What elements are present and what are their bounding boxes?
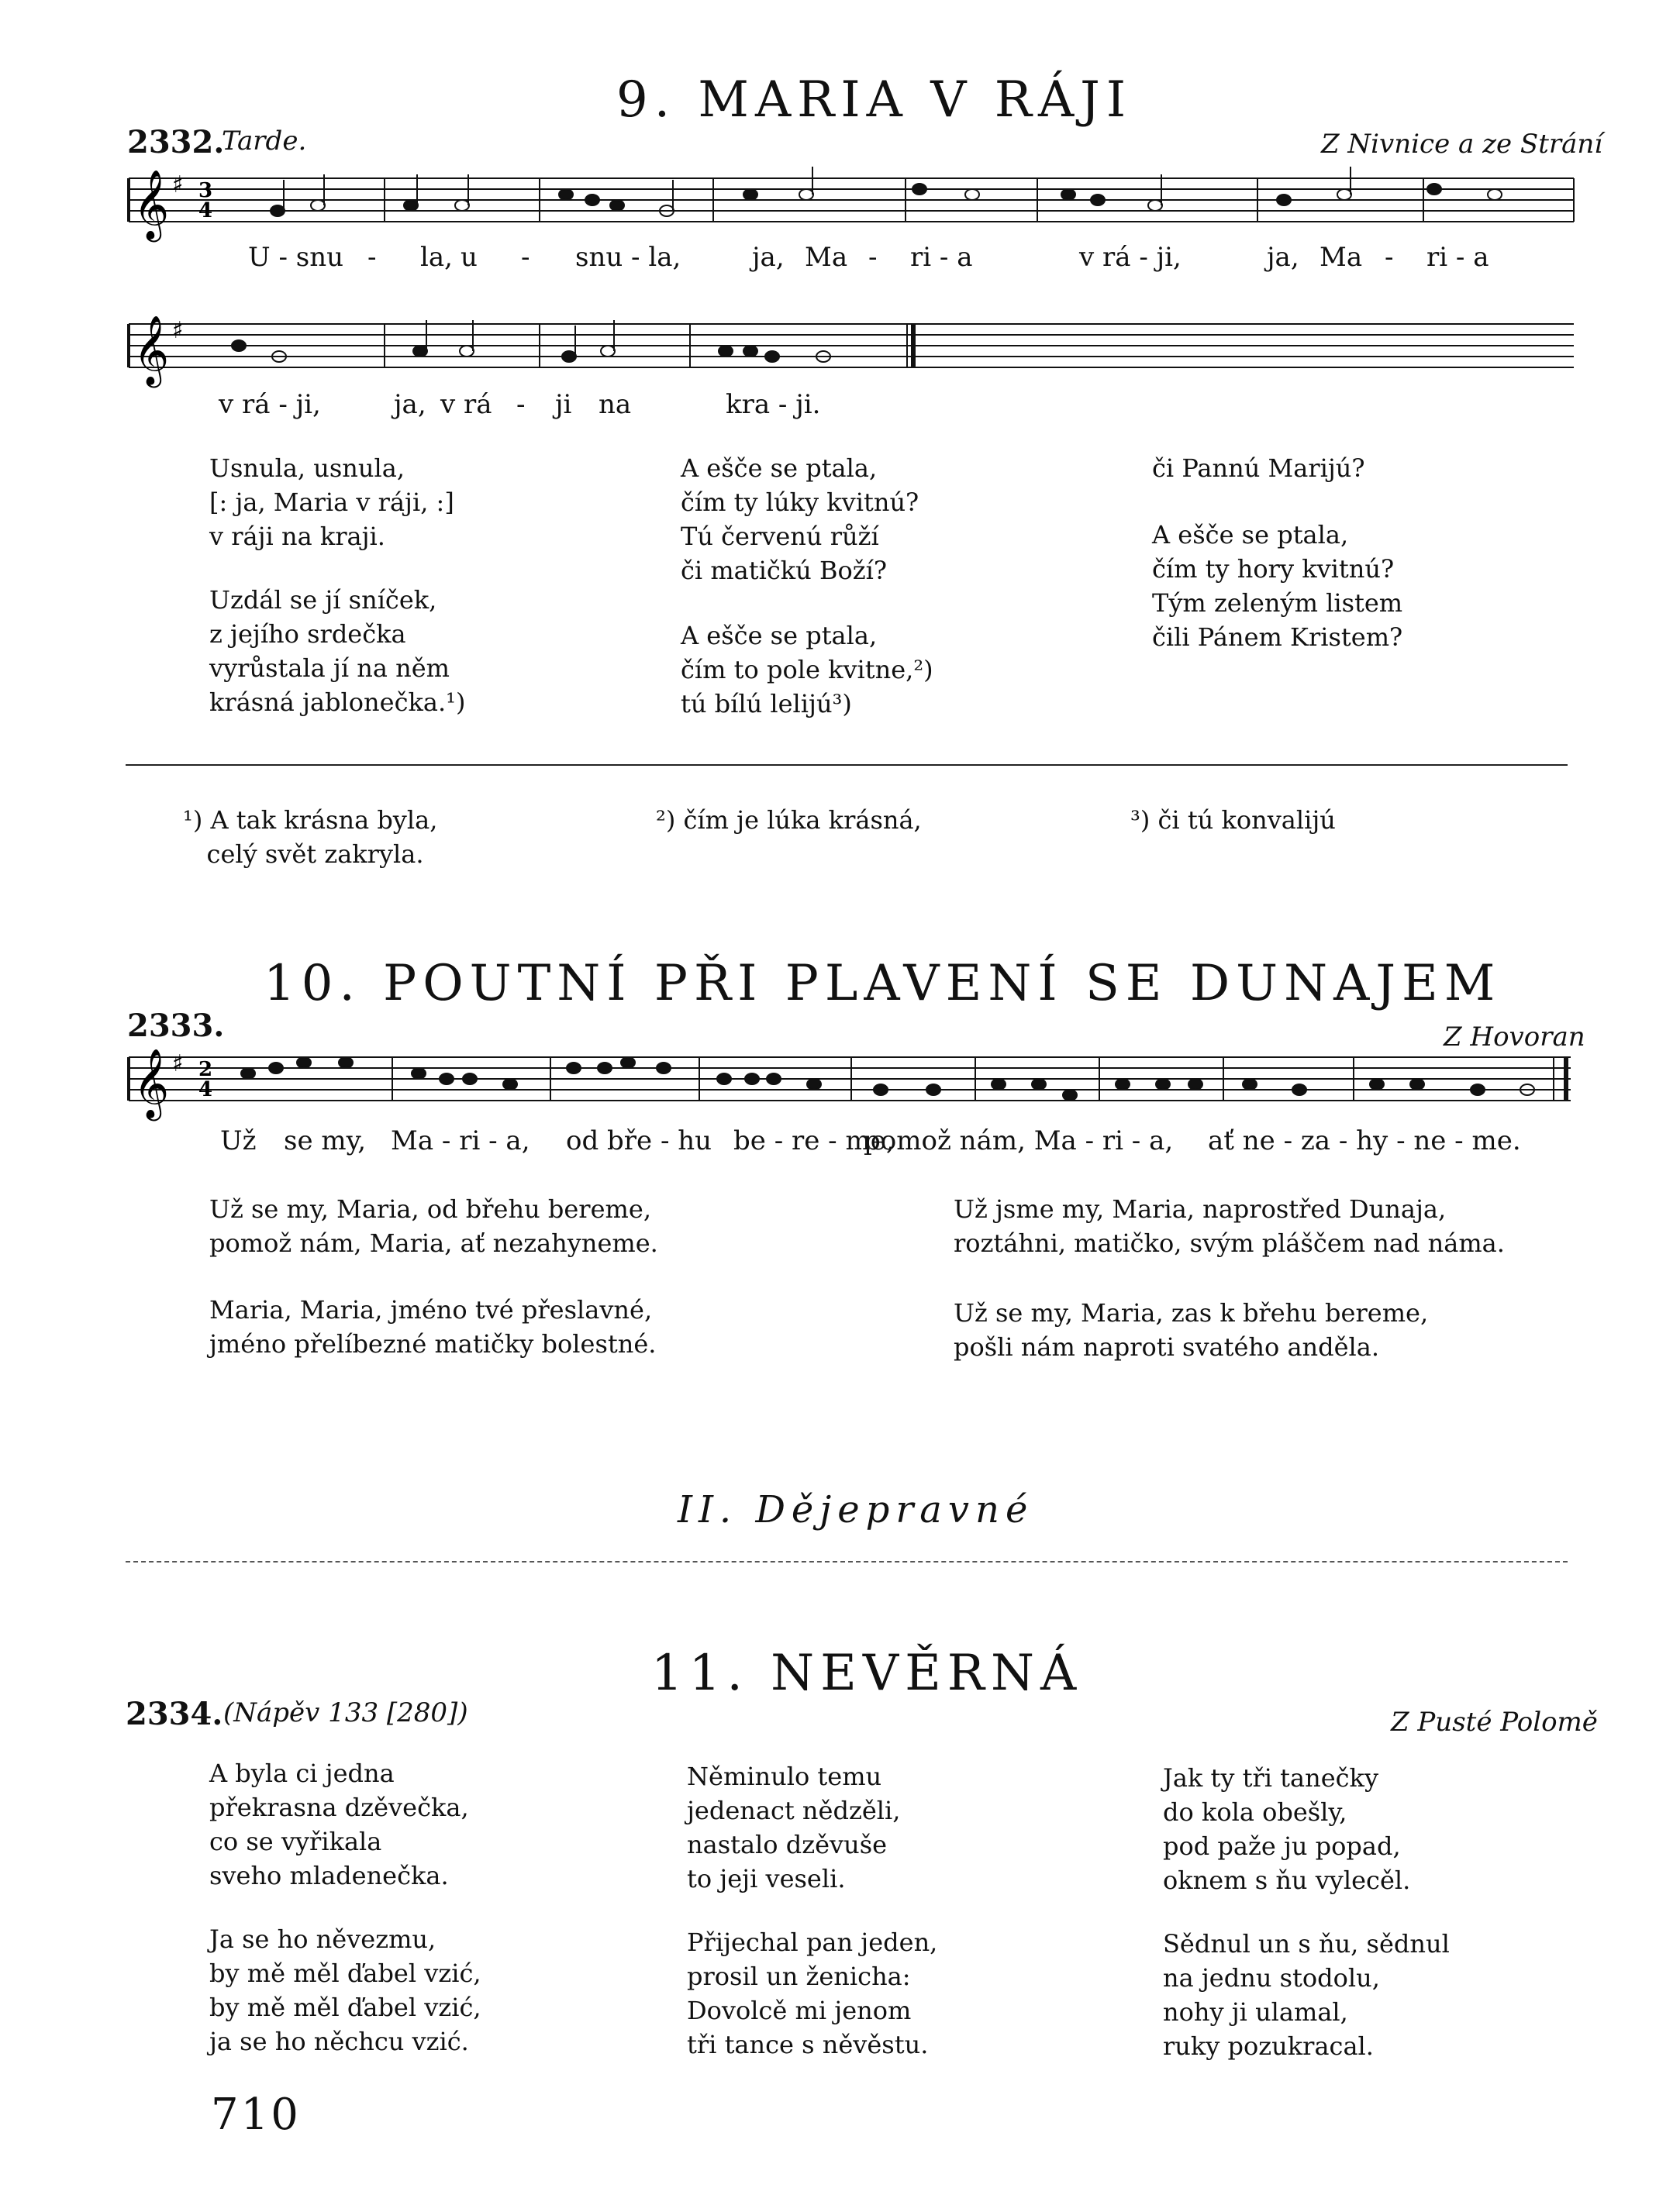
song-9-tempo: Tarde. — [222, 126, 307, 157]
song-11-title: 11. NEVĚRNÁ — [651, 1645, 1083, 1702]
song-9-lyric-11: v rá - ji, — [1079, 242, 1182, 273]
song-10-verse-3: Už jsme my, Maria, naprostřed Dunaja, roztáhni, matičko, svým pláščem nad náma. — [954, 1194, 1505, 1258]
song-9-lyric-2: - — [367, 242, 377, 273]
song-9-verse-2: Uzdál se jí sníček, z jejího srdečka vyrůstala jí na něm krásná jablonečka.¹) — [209, 585, 466, 717]
song-11-tempo: (Nápěv 133 [280]) — [223, 1697, 468, 1728]
song-9-verse-1: Usnula, usnula, [: ja, Maria v ráji, :] v ráji na kraji. — [209, 453, 454, 551]
song-9-lyric-2-2: ja, — [394, 389, 426, 420]
song-10-title: 10. POUTNÍ PŘI PLAVENÍ SE DUNAJEM — [264, 955, 1502, 1012]
song-11-verse-6: Sědnul un s ňu, sědnul na jednu stodolu, nohy ji ulamal, ruky pozukracal. — [1163, 1929, 1450, 2061]
song-9-lyric-2-5: ji — [555, 389, 572, 420]
song-9-lyric-6: snu - la, — [575, 242, 681, 273]
song-9-lyric-7: ja, — [752, 242, 785, 273]
song-10-verse-4: Už se my, Maria, zas k břehu bereme, pošli nám naproti svatého anděla. — [954, 1298, 1429, 1362]
treble-clef-icon: 𝄞 — [133, 1049, 170, 1118]
song-9-staff-1 — [124, 163, 1582, 240]
svg-text:♯: ♯ — [172, 1050, 184, 1077]
song-9-number: 2332. — [127, 124, 225, 160]
song-9-lyric-2-1: v rá - ji, — [219, 389, 321, 420]
song-10-verse-1: Už se my, Maria, od břehu bereme, pomož nám, Maria, ať nezahyneme. — [209, 1194, 658, 1258]
song-9-lyric-2-7: kra - ji. — [726, 389, 821, 420]
song-9-lyric-1: U - snu — [248, 242, 344, 273]
song-10-verse-2: Maria, Maria, jméno tvé přeslavné, jméno přelíbezné matičky bolestné. — [209, 1295, 657, 1359]
song-10-origin: Z Hovoran — [1444, 1022, 1585, 1053]
song-9-footnote-3: ³) či tú konvalijú — [1130, 805, 1336, 835]
section-heading: II. Dějepravné — [678, 1488, 1034, 1532]
song-9-origin: Z Nivnice a ze Strání — [1321, 129, 1603, 160]
section-divider — [126, 1561, 1568, 1563]
song-11-verse-3: Něminulo temu jedenact nědzěli, nastalo dzěvuše to jeji veseli. — [687, 1762, 901, 1893]
svg-text:♯: ♯ — [172, 171, 184, 198]
song-9-lyric-4: u — [461, 242, 478, 273]
song-9-lyric-13: Ma — [1320, 242, 1363, 273]
song-10-lyric-4: od bře - hu — [566, 1125, 712, 1156]
song-9-lyric-2-4: - — [516, 389, 526, 420]
song-9-title: 9. MARIA V RÁJI — [616, 71, 1133, 129]
song-9-footnote-1: ¹) A tak krásna byla, celý svět zakryla. — [183, 805, 438, 869]
song-10-lyric-1: Už — [220, 1125, 257, 1156]
song-9-lyric-15: ri - a — [1426, 242, 1489, 273]
song-9-lyric-5: - — [521, 242, 530, 273]
song-9-verse-3: A ešče se ptala, čím ty lúky kvitnú? Tú červenú růží či matičkú Boží? — [681, 453, 919, 585]
song-9-lyric-8: Ma — [805, 242, 848, 273]
song-10-number: 2333. — [127, 1008, 225, 1044]
song-10-lyric-3: Ma - ri - a, — [391, 1125, 530, 1156]
song-9-lyric-9: - — [868, 242, 878, 273]
song-11-number: 2334. — [126, 1696, 223, 1732]
treble-clef-icon: 𝄞 — [133, 170, 170, 239]
song-9-verse-4: A ešče se ptala, čím to pole kvitne,²) tú bílú leliјú³) — [681, 621, 933, 718]
song-9-lyric-2-3: v rá — [440, 389, 492, 420]
svg-text:2: 2 — [198, 1058, 213, 1081]
song-9-verse-5: či Pannú Marijú? — [1152, 453, 1365, 483]
song-10-staff — [124, 1042, 1582, 1119]
song-10-lyric-5: be - re - me, — [733, 1125, 895, 1156]
song-9-lyric-10: ri - a — [910, 242, 973, 273]
song-9-staff-2 — [124, 308, 1582, 386]
song-10-lyric-6: pomož nám, Ma - ri - a, — [864, 1125, 1174, 1156]
song-11-origin: Z Pusté Polomě — [1391, 1707, 1598, 1738]
song-10-lyric-7: ať ne - za - hy - ne - me. — [1208, 1125, 1521, 1156]
svg-text:4: 4 — [198, 199, 213, 222]
page-number: 710 — [211, 2090, 301, 2140]
song-11-verse-1: A byla ci jedna překrasna dzěvečka, co se vyřikala sveho mladenečka. — [209, 1759, 469, 1890]
song-10-lyric-2: se my, — [284, 1125, 367, 1156]
song-9-lyric-3: la, — [420, 242, 453, 273]
song-9-verse-6: A ešče se ptala, čím ty hory kvitnú? Tým zeleným listem čili Pánem Kristem? — [1152, 520, 1403, 652]
song-9-footnote-2: ²) čím je lúka krásná, — [656, 805, 922, 835]
svg-text:4: 4 — [198, 1078, 213, 1101]
song-11-verse-4: Přijechal pan jeden, prosil un ženicha: Dovolcě mi jenom tři tance s něvěstu. — [687, 1928, 938, 2059]
treble-clef-icon: 𝄞 — [133, 315, 170, 385]
song-11-verse-5: Jak ty tři tanečky do kola obešly, pod paže ju popad, oknem s ňu vylecěl. — [1163, 1763, 1411, 1895]
footnote-divider — [126, 764, 1568, 766]
song-11-verse-2: Ja se ho něvezmu, by mě měl ďabel vzić, by mě měl ďabel vzić, ja se ho něchcu vzić. — [209, 1924, 481, 2056]
svg-text:♯: ♯ — [172, 317, 184, 344]
song-9-lyric-12: ja, — [1267, 242, 1299, 273]
svg-text:3: 3 — [198, 179, 213, 202]
song-9-lyric-2-6: na — [599, 389, 632, 420]
song-9-lyric-14: - — [1385, 242, 1394, 273]
